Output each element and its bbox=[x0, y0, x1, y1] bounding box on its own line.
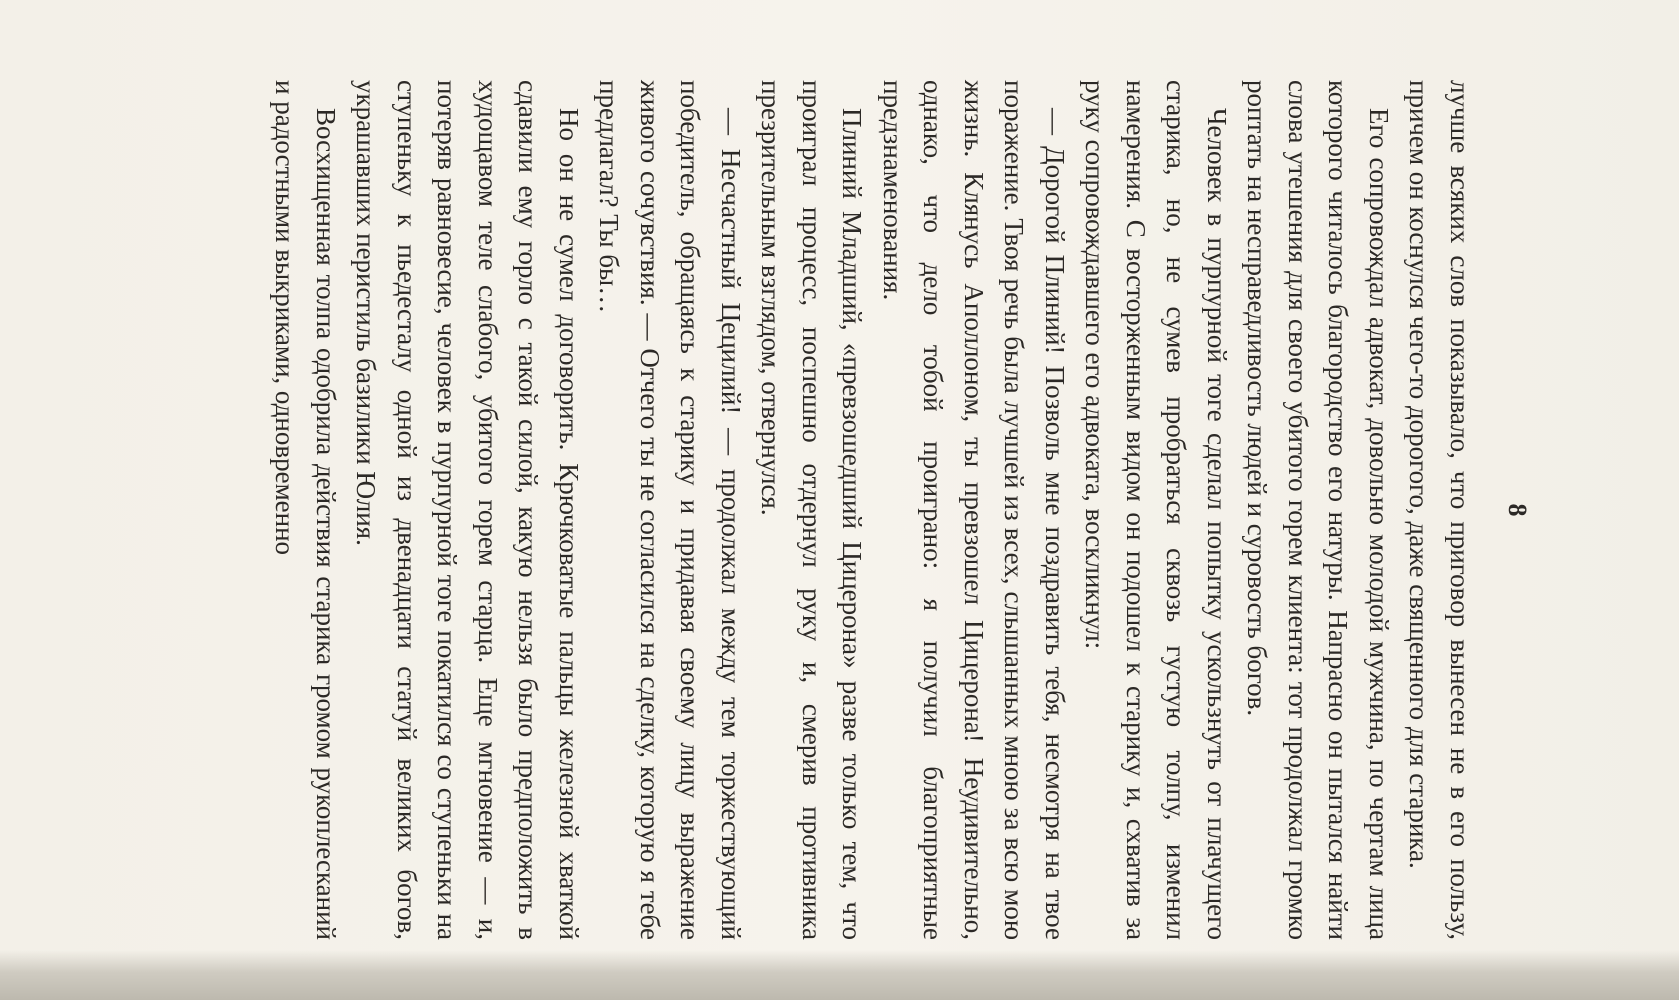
paragraph-6: — Несчастный Цецилий! — продолжал между тем торжествующий победитель, обращаясь к старику и придавая своему лицу выражение живого сочувствия. — Отчего ты не согласился на сделку, которую я тебе предлагал? Ты бы… bbox=[594, 80, 746, 940]
paragraph-1: лучше всяких слов показывало, что приговор вынесен не в его пользу, причем он коснулся чего-то дорогого, даже священного для старика. bbox=[1404, 80, 1475, 940]
paragraph-8: Восхищенная толпа одобрила действия старика громом рукоплесканий и радостными выкриками, одновременно bbox=[270, 80, 341, 940]
paragraph-2: Его сопровождал адвокат, довольно молодой мужчина, по чертам лица которого читалось благородство его натуры. Напрасно он пытался найти слова утешения для своего убитого горем клиента: тот продолжал громко роптать на несправедливость людей и суровость богов. bbox=[1242, 80, 1394, 940]
page-number: 8 bbox=[1503, 503, 1532, 517]
rotated-book-page bbox=[80, 80, 1540, 940]
paragraph-3: Человек в пурпурной тоге сделал попытку ускользнуть от плачущего старика, но, не сумев пробраться сквозь густую толпу, изменил намерения. С восторженным видом он подошел к старику и, схватив за руку сопровождавшего его адвоката, воскликнул: bbox=[1080, 80, 1232, 940]
paragraph-7: Но он не сумел договорить. Крючковатые пальцы железной хваткой сдавили ему горло с такой силой, какую нельзя было предположить в худощавом теле слабого, убитого горем старца. Еще мгновение — и, потеряв равновесие, человек в пурпурной тоге покатился со ступеньки на ступеньку к пьедесталу одной из двенадцати статуй великих богов, украшавших перистиль базилики Юлия. bbox=[351, 80, 584, 940]
paragraph-5: Плиний Младший, «превзошедший Цицерона» разве только тем, что проиграл процесс, поспешно отдернул руку и, смерив противника презрительным взглядом, отвернулся. bbox=[756, 80, 868, 940]
page-edge-shadow bbox=[0, 950, 1679, 1000]
body-text bbox=[265, 80, 1480, 940]
paragraph-4: — Дорогой Плиний! Позволь мне поздравить тебя, несмотря на твое поражение. Твоя речь была лучшей из всех, слышанных мною за всю мою жизнь. Клянусь Аполлоном, ты превзошел Цицерона! Неудивительно, однако, что дело тобой проиграно: я получил благоприятные предзнаменования. bbox=[878, 80, 1070, 940]
